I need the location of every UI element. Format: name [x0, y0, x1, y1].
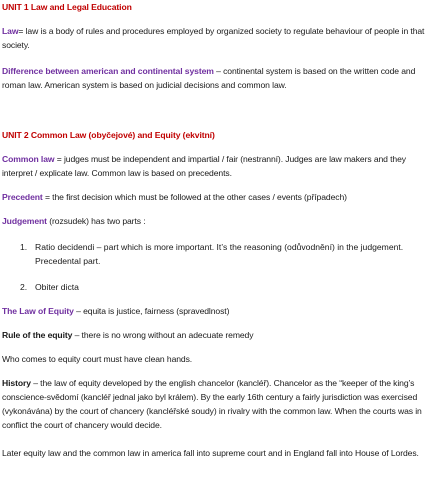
- rule-def-text: – there is no wrong without an adecuate remedy: [72, 330, 254, 340]
- unit2-heading: UNIT 2 Common Law (obyčejové) and Equity (ekvitní): [2, 130, 215, 140]
- list-item-text: Obiter dicta: [35, 282, 79, 292]
- law-definition: [2, 24, 433, 52]
- equity-def-text: – equita is justice, fairness (spravedlnost): [73, 306, 230, 316]
- law-def-text: = law is a body of rules and procedures employed by organized society to regulate behaviour of people in that society.: [2, 26, 425, 50]
- rule-paragraph: [2, 328, 433, 342]
- history-def-text: – the law of equity developed by the english chancelor (kancléř). Chancelor as the “keeper of the king’s conscience-svědomí (kancléř jednal jako byl králem). By the early 16th century a fairly jurisdiction was exercised (vykonávána) by the court of chancery (kancléřské soudy) in rivalry with the common law. When the courts was in conflict the court of chancery would decide.: [2, 378, 422, 430]
- list-item: [20, 280, 429, 294]
- law-term: Law: [2, 26, 19, 36]
- rule-term: Rule of the equity: [2, 330, 73, 340]
- equity-term: The Law of Equity: [2, 306, 74, 316]
- list-item-text: Ratio decidendi – part which is more important. It’s the reasoning (odůvodnění) in the judgement. Precedental part.: [35, 242, 404, 266]
- list-item-number: 1.: [20, 242, 28, 252]
- difference-paragraph: [2, 64, 433, 92]
- judgement-term: Judgement: [2, 216, 47, 226]
- unit1-heading: UNIT 1 Law and Legal Education: [2, 2, 132, 12]
- common-law-def-text: = judges must be independent and impartial / fair (nestranní). Judges are law makers and they interpret / explicate law. Common law is based on precedents.: [2, 154, 406, 178]
- clean-hands-paragraph: Who comes to equity court must have clean hands.: [2, 354, 193, 364]
- history-paragraph: [2, 376, 433, 432]
- common-law-paragraph: [2, 152, 433, 180]
- precedent-def-text: = the first decision which must be followed at the other cases / events (případech): [42, 192, 347, 202]
- history-term: History: [2, 378, 31, 388]
- judgement-paragraph: [2, 214, 433, 228]
- difference-term: Difference between american and continental system: [2, 66, 214, 76]
- common-law-term: Common law: [2, 154, 55, 164]
- list-item-number: 2.: [20, 282, 28, 292]
- list-item: [20, 240, 429, 268]
- later-paragraph: Later equity law and the common law in america fall into supreme court and in England fall into House of Lordes.: [2, 448, 419, 458]
- equity-paragraph: [2, 304, 433, 318]
- precedent-paragraph: [2, 190, 433, 204]
- precedent-term: Precedent: [2, 192, 43, 202]
- difference-def-text: – continental system is based on the written code and roman law. American system is based on judicial decisions and common law.: [2, 66, 416, 90]
- judgement-def-text: (rozsudek) has two parts :: [46, 216, 146, 226]
